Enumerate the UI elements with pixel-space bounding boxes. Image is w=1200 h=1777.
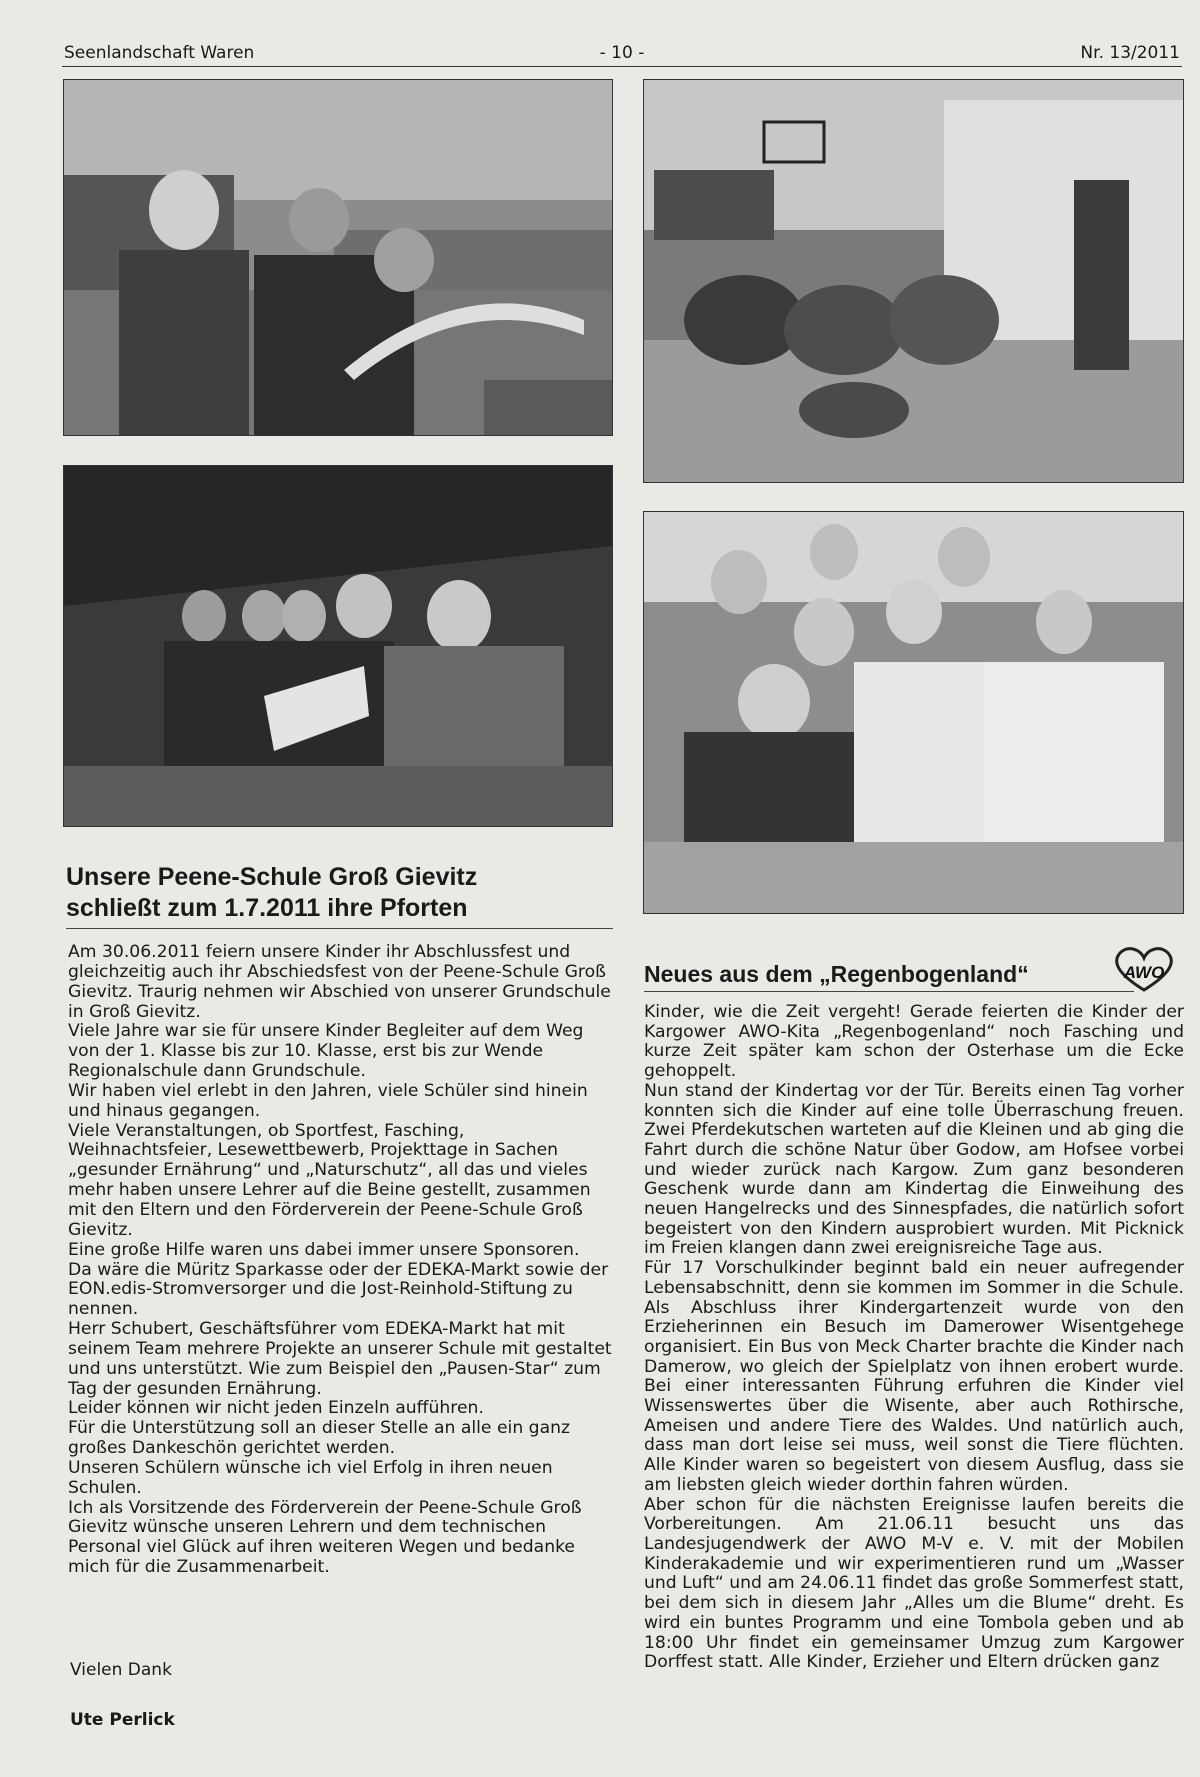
- photo-children-costumes-outdoor: [63, 79, 613, 436]
- paragraph: Unseren Schülern wünsche ich viel Erfolg in ihren neuen Schulen.: [68, 1457, 553, 1498]
- publication-name: Seenlandschaft Waren: [64, 43, 255, 63]
- article-headline-peene-schule: [66, 862, 613, 929]
- paragraph: Da wäre die Müritz Sparkasse oder der EDEKA-Markt sowie der EON.edis-Stromversorger und die Jost-Reinhold-Stiftung zu nennen.: [68, 1259, 609, 1320]
- paragraph: Leider können wir nicht jeden Einzeln aufführen.: [68, 1398, 484, 1419]
- awo-logo-text: AWO: [1123, 963, 1165, 982]
- photo-reading-in-tent: [63, 465, 613, 827]
- paragraph: Nun stand der Kindertag vor der Tür. Bereits einen Tag vorher konnten sich die Kinder auf eine tolle Überraschung freuen. Zwei Pferdekutschen warteten auf die Kleinen und ab ging die Fahrt durch die schöne Natur über Godow, am Hofsee vorbei und wieder zurück nach Kargow. Zum ganz besonderen Geschenk wurde dann am Kindertag die Einweihung des neuen Hangelrecks und des Sinnespfades, die natürlich sofort begeistert von den Kindern ausprobiert wurden. Mit Picknick im Freien klangen dann zwei ereignisreiche Tage aus.: [644, 1080, 1184, 1259]
- awo-logo: [1108, 944, 1180, 994]
- paragraph: Am 30.06.2011 feiern unsere Kinder ihr Abschlussfest und gleichzeitig auch ihr Abschiedsfest von der Peene-Schule Groß Gievitz. Traurig nehmen wir Abschied von unserer Grundschule in Groß Gievitz.: [68, 942, 611, 1022]
- photo-gym-children-clown: [643, 79, 1184, 483]
- closing-text: Vielen Dank: [70, 1660, 172, 1680]
- paragraph: Für die Unterstützung soll an dieser Stelle an alle ein ganz großes Dankeschön gerichtet werden.: [68, 1418, 571, 1459]
- headline-line-1: Unsere Peene-Schule Groß Gievitz: [66, 863, 478, 891]
- paragraph: Für 17 Vorschulkinder beginnt bald ein neuer aufregender Lebensabschnitt, denn sie kommen im Sommer in die Schule. Als Abschluss ihrer Kindergartenzeit wurde von den Erzieherinnen ein Besuch im Damerower Wisentgehege organisiert. Ein Bus von Meck Charter brachte die Kinder nach Damerow, wo gleich der Spielplatz von ihnen erobert wurde. Bei einer interessanten Führung erfuhren die Kinder viel Wissenswertes über die Wisente, aber auch Rothirsche, Ameisen und andere Tiere des Waldes. Und natürlich auch, dass man dort leise sei muss, weil sonst die Tiere flüchten. Alle Kinder waren so begeistert von diesem Ausflug, dass sie am liebsten gleich wieder dorthin fahren würden.: [644, 1258, 1184, 1495]
- paragraph: Kinder, wie die Zeit vergeht! Gerade feierten die Kinder der Kargower AWO-Kita „Regenbogenland“ noch Fasching und kurze Zeit später kam schon der Osterhase um die Ecke gehoppelt.: [644, 1002, 1184, 1082]
- paragraph: Viele Jahre war sie für unsere Kinder Begleiter auf dem Weg von der 1. Klasse bis zur 10. Klasse, erst bis zur Wende Regionalschule dann Grundschule.: [68, 1021, 584, 1082]
- paragraph: Viele Veranstaltungen, ob Sportfest, Fasching, Weihnachtsfeier, Lesewettbewerb, Projekttage in Sachen „gesunder Ernährung“ und „Naturschutz“, all das und vieles mehr haben unsere Lehrer auf die Beine gestellt, zusammen mit den Eltern und den Förderverein der Peene-Schule Groß Gievitz.: [68, 1120, 591, 1240]
- paragraph: Wir haben viel erlebt in den Jahren, viele Schüler sind hinein und hinaus gegangen.: [68, 1080, 588, 1121]
- headline-line-2: schließt zum 1.7.2011 ihre Pforten: [66, 894, 468, 922]
- paragraph: Herr Schubert, Geschäftsführer vom EDEKA-Markt hat mit seinem Team mehrere Projekte an unserer Schule mit gestaltet und uns unterstützt. Wie zum Beispiel den „Pausen-Star“ zum Tag der gesunden Ernährung.: [68, 1319, 612, 1399]
- issue-number: Nr. 13/2011: [1080, 43, 1180, 63]
- author-signature: Ute Perlick: [70, 1710, 175, 1730]
- page-number: - 10 -: [599, 43, 645, 63]
- paragraph: Eine große Hilfe waren uns dabei immer unsere Sponsoren.: [68, 1239, 580, 1260]
- article-headline-regenbogenland: Neues aus dem „Regenbogenland“: [644, 957, 1134, 992]
- page-header: [62, 40, 1182, 67]
- paragraph: Aber schon für die nächsten Ereignisse laufen bereits die Vorbereitungen. Am 21.06.11 besucht uns das Landesjugendwerk der AWO M-V e. V. mit der Mobilen Kinderakademie und wir experimentieren rund um „Wasser und Luft“ und am 24.06.11 findet das große Sommerfest statt, bei dem sich in diesem Jahr „Alles um die Blume“ dreht. Es wird ein buntes Programm und eine Tombola geben und ab 18:00 Uhr findet ein gemeinsamer Umzug zum Kargower Dorffest statt. Alle Kinder, Erzieher und Eltern drücken ganz: [644, 1494, 1184, 1673]
- article-body-regenbogenland: [644, 1003, 1184, 1673]
- photo-children-costumes-sitting: [643, 511, 1184, 914]
- article-body-peene-schule: [68, 943, 613, 1578]
- paragraph: Ich als Vorsitzende des Förderverein der Peene-Schule Groß Gievitz wünsche unseren Lehrern und dem technischen Personal viel Glück auf ihren weiteren Wegen und bedanke mich für die Zusammenarbeit.: [68, 1497, 582, 1578]
